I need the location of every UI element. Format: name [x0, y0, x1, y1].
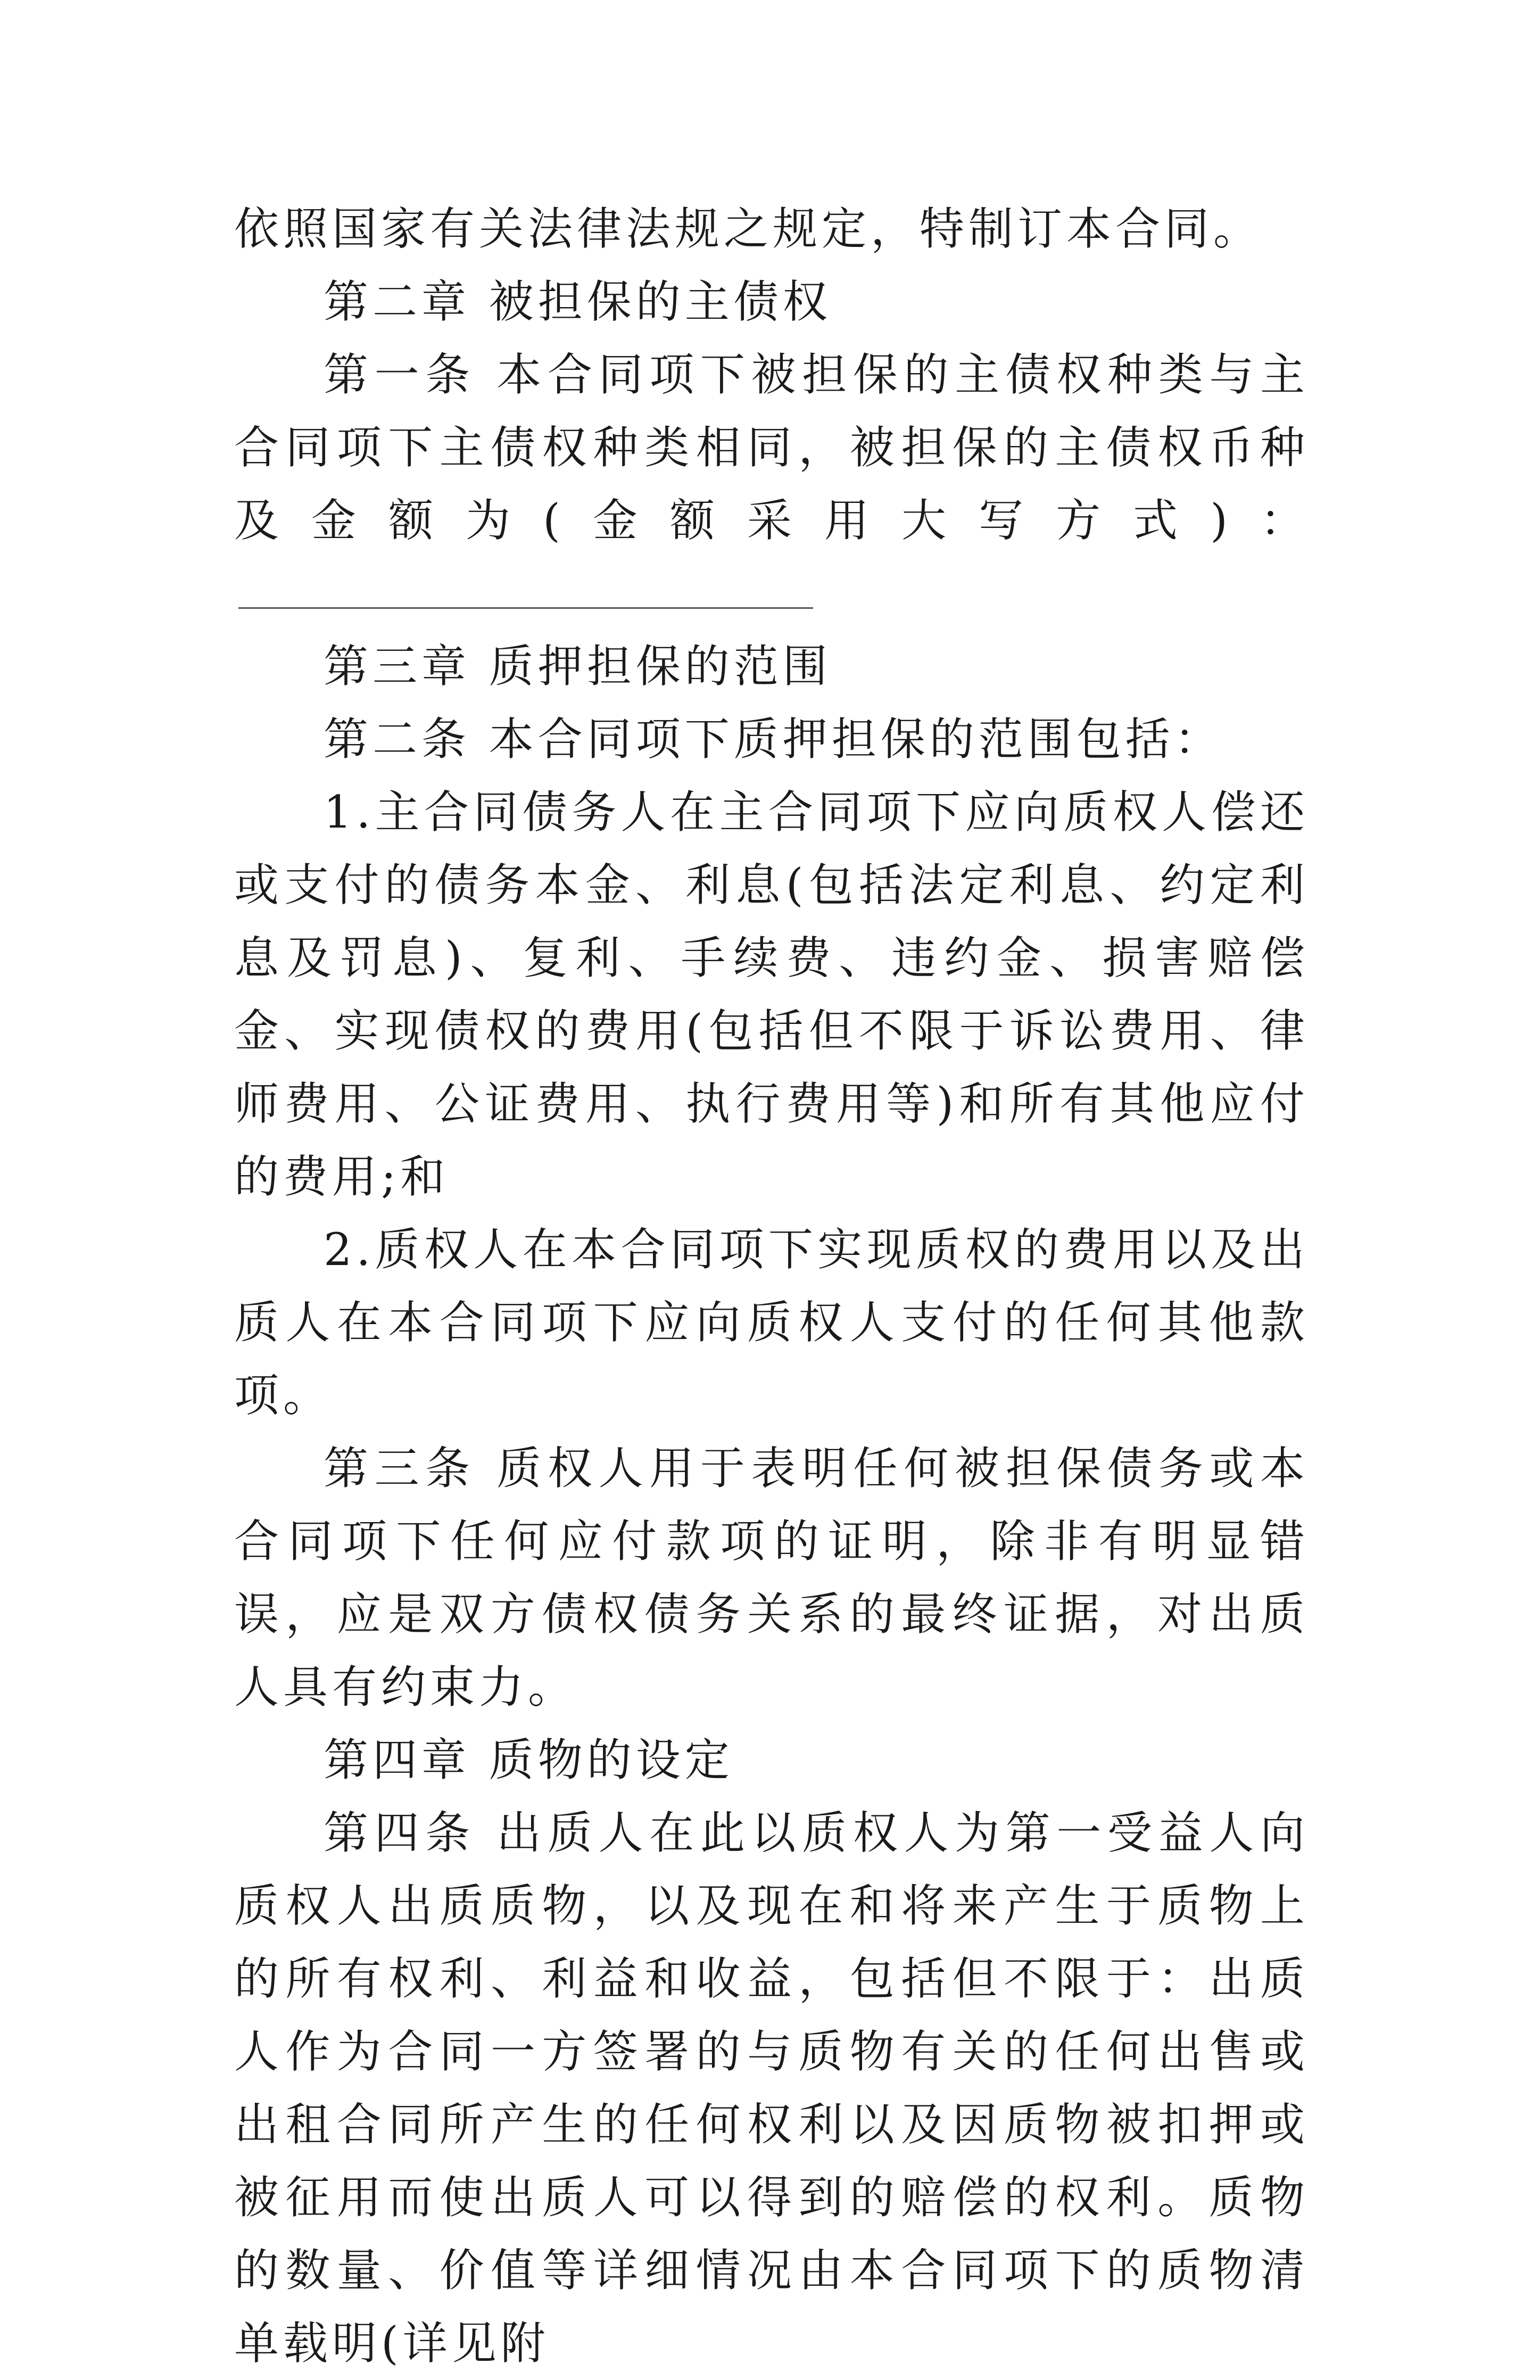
- amount-blank-line: [238, 566, 813, 609]
- article-3: 第三条 质权人用于表明任何被担保债务或本合同项下任何应付款项的证明，除非有明显错误，应是双方债权债务关系的最终证据，对出质人具有约束力。: [234, 1442, 1309, 1713]
- article-2-item-2: 2.质权人在本合同项下实现质权的费用以及出质人在本合同项下应向质权人支付的任何其他款项。: [234, 1224, 1309, 1422]
- contract-body: [234, 193, 1309, 2380]
- article-2: 第二条 本合同项下质押担保的范围包括：: [324, 713, 1223, 765]
- article-1-text: 第一条 本合同项下被担保的主债权种类与主合同项下主债权种类相同，被担保的主债权币种及金额为(金额采用大写方式)：: [234, 349, 1309, 547]
- paragraph-preamble-end: 依照国家有关法律法规之规定，特制订本合同。: [234, 203, 1263, 255]
- article-4: 第四条 出质人在此以质权人为第一受益人向质权人出质质物，以及现在和将来产生于质物上的所有权利、利益和收益，包括但不限于：出质人作为合同一方签署的与质物有关的任何出售或出租合同所产生的任何权利以及因质物被扣押或被征用而使出质人可以得到的赔偿的权利。质物的数量、价值等详细情况由本合同项下的质物清单载明(详见附: [234, 1807, 1309, 2369]
- chapter-3-heading: 第三章 质押担保的范围: [324, 640, 832, 692]
- article-1: [234, 338, 1309, 630]
- article-2-item-1: 1.主合同债务人在主合同项下应向质权人偿还或支付的债务本金、利息(包括法定利息、约定利息及罚息)、复利、手续费、违约金、损害赔偿金、实现债权的费用(包括但不限于诉讼费用、律师费用、公证费用、执行费用等)和所有其他应付的费用;和: [234, 786, 1309, 1203]
- chapter-2-heading: 第二章 被担保的主债权: [324, 276, 832, 328]
- chapter-4-heading: 第四章 质物的设定: [324, 1734, 734, 1786]
